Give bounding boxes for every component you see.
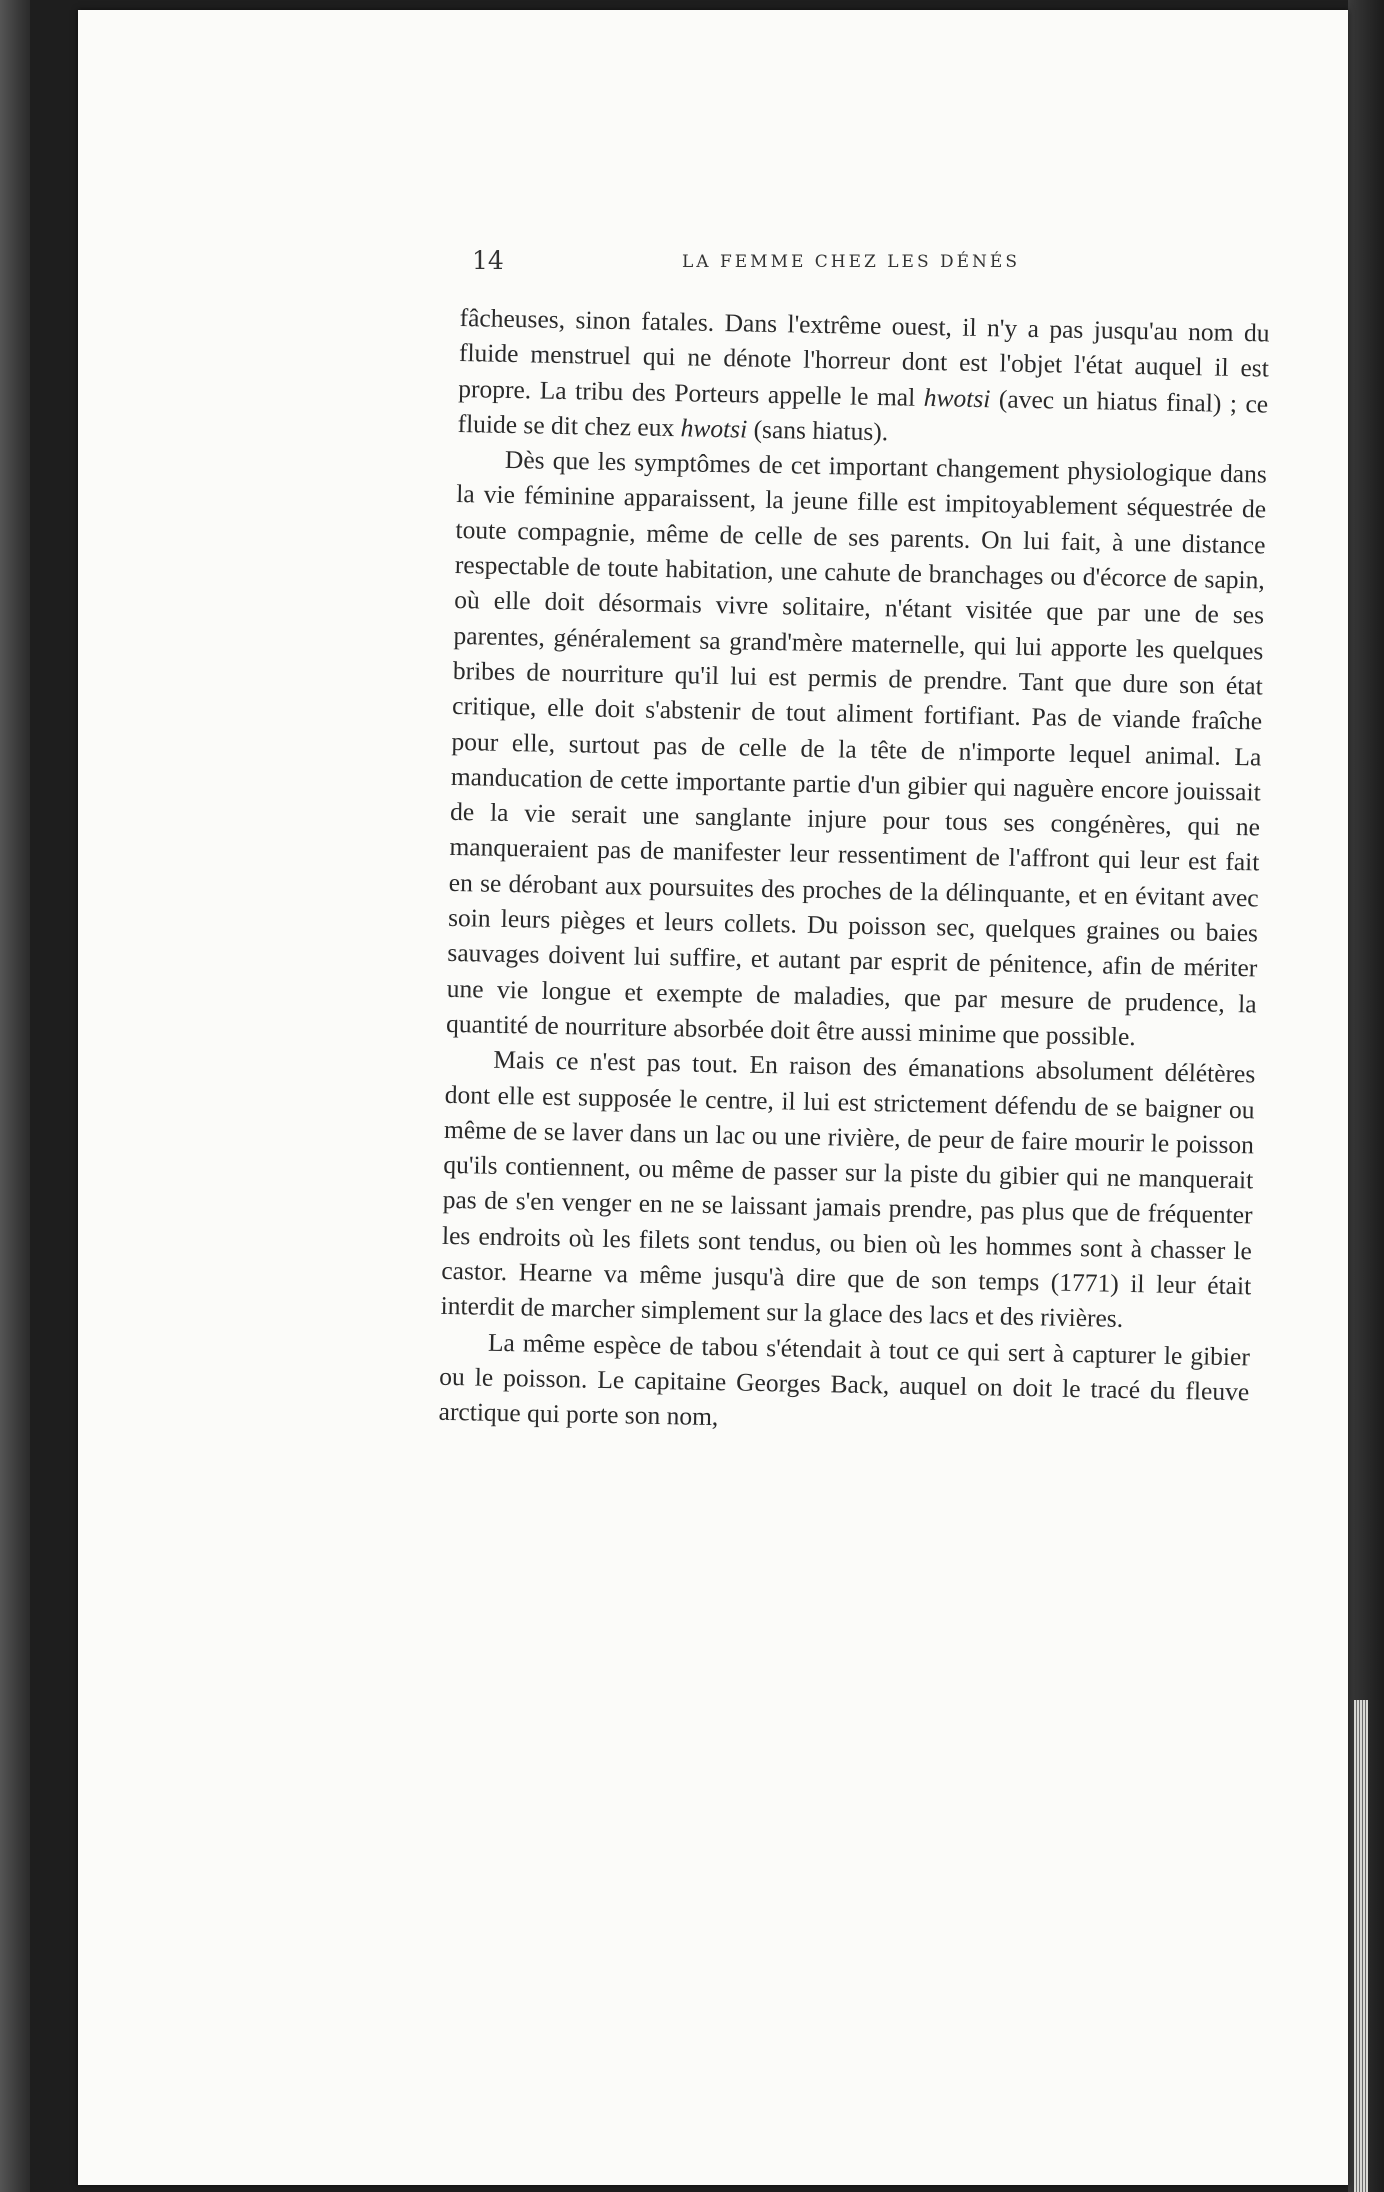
body-text <box>438 300 1270 1445</box>
paragraph-1 <box>457 300 1270 457</box>
paragraph-1-text-c: (avec un hiatus final) ; ce fluide se dit chez eux <box>457 383 1269 443</box>
page-stack-edge <box>1354 1700 1368 2192</box>
paragraph-3: Mais ce n'est pas tout. En raison des émanations absolument délétères dont elle est supposée le centre, il lui est strictement défendu de se baigner ou même de se laver dans un lac ou une rivière, de peur de faire mourir le poisson qu'ils contiennent, ou même de passer sur la piste du gibier qui ne manquerait pas de s'en venger en ne se laissant jamais prendre, pas plus que de fréquenter les endroits où les filets sont tendus, ou bien où les hommes sont à chasser le castor. Hearne va même jusqu'à dire que de son temps (1771) il leur était interdit de marcher simplement sur la glace des lacs et des rivières. <box>440 1045 1256 1334</box>
running-header <box>472 240 1062 280</box>
paragraph-4: La même espèce de tabou s'étendait à tout ce qui sert à capturer le gibier ou le poisson. Le capitaine Georges Back, auquel on doit le tracé du fleuve arctique qui porte son nom, <box>438 1327 1251 1432</box>
paragraph-1-text-a: fâcheuses, sinon fatales. Dans l'extrême ouest, il n'y a pas jusqu'au nom du fluide menstruel qui ne dénote l'horreur dont est l'objet l'état auquel il est propre. La tribu des Porteurs appelle le mal <box>458 302 1270 412</box>
scanner-left-edge <box>0 0 30 2192</box>
paragraph-1-term-1: hwotsi <box>923 382 991 413</box>
paragraph-2: Dès que les symptômes de cet important changement physiologique dans la vie féminine apparaissent, la jeune fille est impitoyablement séquestrée de toute compagnie, même de celle de ses parents. On lui fait, à une distance respectable de toute habitation, une cahute de branchages ou d'écorce de sapin, où elle doit désormais vivre solitaire, n'étant visitée que par une de ses parentes, généralement sa grand'mère maternelle, qui lui apporte les quelques bribes de nourriture qu'il lui est permis de prendre. Tant que dure son état critique, elle doit s'abstenir de tout aliment fortifiant. Pas de viande fraîche pour elle, surtout pas de celle de la tête de n'importe lequel animal. La manducation de cette importante partie d'un gibier qui naguère encore jouissait de la vie serait une sanglante injure pour tous ses congénères, qui ne manqueraient pas de manifester leur ressentiment de l'affront qui leur est fait en se dérobant aux poursuites des proches de la délinquante, et en évitant avec soin leurs pièges et leurs collets. Du poisson sec, quelques graines ou baies sauvages doivent lui suffire, et autant par esprit de pénitence, afin de mériter une vie longue et exempte de maladies, que par mesure de prudence, la quantité de nourriture absorbée doit être aussi minime que possible. <box>445 445 1268 1052</box>
running-title: LA FEMME CHEZ LES DÉNÉS <box>682 252 1020 272</box>
page-number: 14 <box>472 246 504 275</box>
paragraph-1-term-2: hwotsi <box>680 413 748 444</box>
paragraph-1-text-e: (sans hiatus). <box>746 414 889 447</box>
